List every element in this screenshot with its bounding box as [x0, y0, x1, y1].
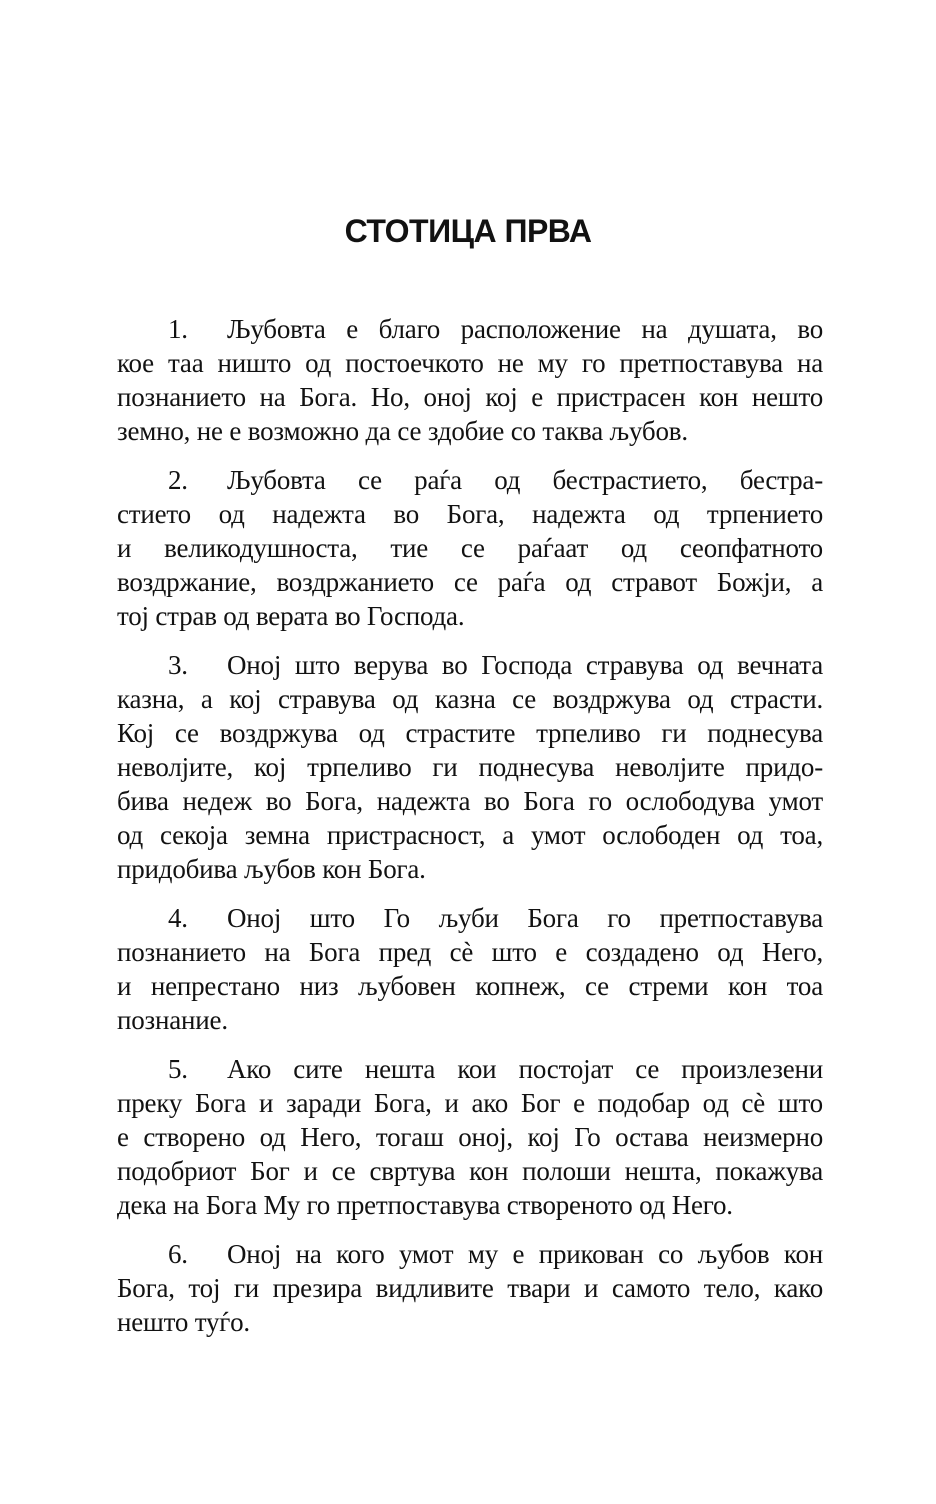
- paragraph-line: и непрестано низ љубовен копнеж, се стреми кон тоа: [117, 971, 823, 1001]
- paragraph-number: 6.: [168, 1239, 188, 1269]
- paragraph-line: тој страв од верата во Господа.: [117, 601, 465, 631]
- paragraph-line: неволјите, кој трпеливо ги поднесува неволјите придо-: [117, 752, 823, 782]
- paragraph-line: стието од надежта во Бога, надежта од трпението: [117, 499, 823, 529]
- paragraph-number: 3.: [168, 650, 188, 680]
- paragraph-line: кое таа ништо од постоечкото не му го претпоставува на: [117, 348, 823, 378]
- paragraph-line: воздржание, воздржанието се раѓа од стравот Божји, а: [117, 567, 823, 597]
- paragraph-line: казна, а кој стравува од казна се воздржува од страсти.: [117, 684, 823, 714]
- paragraph-number: 2.: [168, 465, 188, 495]
- paragraph-line: 3. Оној што верува во Господа стравува од вечната: [168, 650, 823, 680]
- paragraph-line: 2. Љубовта се раѓа од бестрастието, бестра-: [168, 465, 823, 495]
- paragraph: [117, 1052, 823, 1222]
- paragraph-line: познанието на Бога. Но, оној кој е пристрасен кон нешто: [117, 382, 823, 412]
- paragraph-line: од секоја земна пристрасност, а умот ослободен од тоа,: [117, 820, 823, 850]
- paragraph-number: 5.: [168, 1054, 188, 1084]
- paragraph-line: и великодушноста, тие се раѓаат од сеопфатното: [117, 533, 823, 563]
- paragraph-line: е створено од Него, тогаш оној, кој Го остава неизмерно: [117, 1122, 823, 1152]
- paragraph-line: бива недеж во Бога, надежта во Бога го ослободува умот: [117, 786, 823, 816]
- text-block: [117, 312, 823, 1339]
- paragraph-line: 6. Оној на кого умот му е прикован со љубов кон: [168, 1239, 823, 1269]
- paragraph-line: подобриот Бог и се свртува кон полоши нешта, покажува: [117, 1156, 823, 1186]
- paragraph-line: нешто туѓо.: [117, 1307, 250, 1337]
- paragraph-line: 1. Љубовта е благо расположение на душата, во: [168, 314, 823, 344]
- paragraph-number: 1.: [168, 314, 188, 344]
- paragraph-line: преку Бога и заради Бога, и ако Бог е подобар од сѐ што: [117, 1088, 823, 1118]
- paragraph: [117, 901, 823, 1037]
- paragraph-line: Бога, тој ги презира видливите твари и самото тело, како: [117, 1273, 823, 1303]
- paragraph: [117, 648, 823, 886]
- paragraph-line: 4. Оној што Го љуби Бога го претпоставува: [168, 903, 823, 933]
- paragraph-line: познанието на Бога пред сѐ што е создадено од Него,: [117, 937, 823, 967]
- paragraph-line: дека на Бога Му го претпоставува створеното од Него.: [117, 1190, 733, 1220]
- paragraph-line: земно, не е возможно да се здобие со таква љубов.: [117, 416, 688, 446]
- paragraph: [117, 1237, 823, 1339]
- paragraph-line: придобива љубов кон Бога.: [117, 854, 426, 884]
- paragraph-line: Кој се воздржува од страстите трпеливо ги поднесува: [117, 718, 823, 748]
- paragraph-number: 4.: [168, 903, 188, 933]
- page-title: СТОТИЦА ПРВА: [344, 213, 592, 249]
- paragraph: [117, 312, 823, 448]
- paragraph: [117, 463, 823, 633]
- paragraph-line: познание.: [117, 1005, 228, 1035]
- paragraph-line: 5. Ако сите нешта кои постојат се произлезени: [168, 1054, 823, 1084]
